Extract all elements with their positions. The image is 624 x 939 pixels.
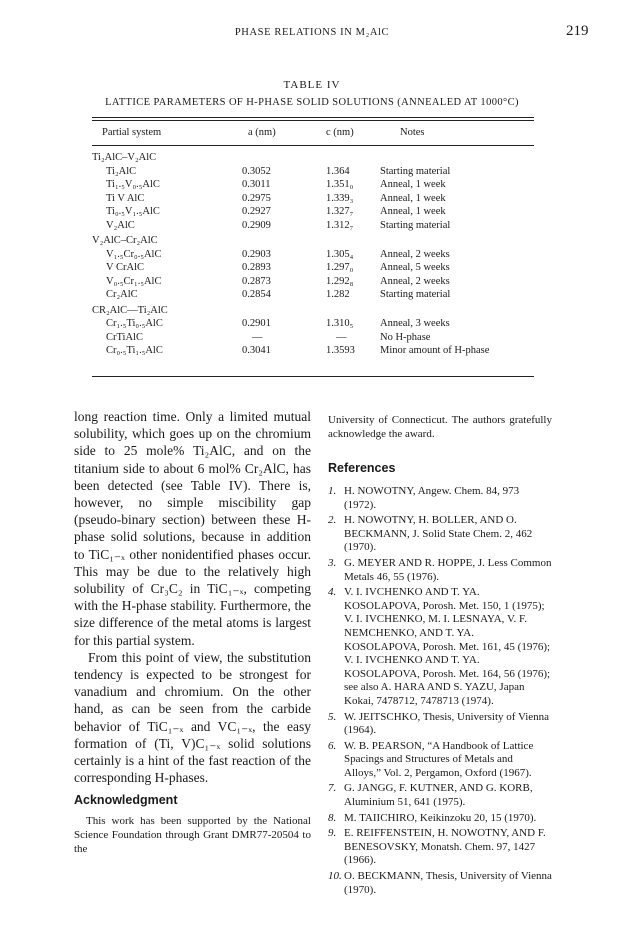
acknowledgment-continued: University of Connecticut. The authors gratefully acknowledge the award. <box>328 414 552 440</box>
table-cell-c: 1.3593 <box>326 345 355 356</box>
table-top-rule-double <box>92 120 534 121</box>
table-cell-c: 1.364 <box>326 165 350 177</box>
table-group-heading: Ti₂AlC–V₂AlC <box>92 152 157 163</box>
reference-text: O. BECKMANN, Thesis, University of Vienna (1970). <box>344 870 552 896</box>
reference-number: 9. <box>328 827 337 840</box>
table-cell-c: 1.297₀ <box>326 262 354 273</box>
acknowledgment-heading: Acknowledgment <box>74 793 178 807</box>
table-cell-a: 0.2854 <box>242 289 271 300</box>
reference-number: 1. <box>328 485 337 497</box>
reference-number: 6. <box>328 739 337 752</box>
table-cell-a: 0.2909 <box>242 219 271 231</box>
table-top-rule <box>92 117 534 118</box>
reference-number: 3. <box>328 556 337 569</box>
reference-number: 4. <box>328 586 337 599</box>
table-cell-phase: Ti V AlC <box>106 192 145 204</box>
table-caption: LATTICE PARAMETERS OF H-PHASE SOLID SOLUTIONS (ANNEALED AT 1000°C) <box>105 97 519 108</box>
table-cell-c: 1.312₇ <box>326 219 354 231</box>
body-left-column <box>74 408 311 786</box>
reference-text: H. NOWOTNY, Angew. Chem. 84, 973 (1972). <box>344 485 520 511</box>
reference-text: V. I. IVCHENKO AND T. YA. KOSOLAPOVA, Porosh. Met. 150, 1 (1975); V. I. IVCHENKO, M. I. LESNAYA, V. F. NEMCHENKO, AND T. YA. KOSOLAPOVA, Porosh. Met. 161, 45 (1976); V. I. IVCHENKO AND T. YA. KOSOLAPOVA, Porosh. Met. 164, 56 (1976); see also A. HARA AND S. YAZU, Japan Kokai, 7478712, 7478713 (1974). <box>344 586 551 707</box>
table-cell-a: 0.3011 <box>242 179 271 190</box>
table-cell-c: 1.310₅ <box>326 318 354 329</box>
page-number: 219 <box>566 23 589 39</box>
table-cell-a: — <box>252 331 263 343</box>
table-cell-notes: Anneal, 1 week <box>380 192 446 204</box>
table-cell-notes: Minor amount of H-phase <box>380 345 490 356</box>
table-cell-notes: Anneal, 1 week <box>380 206 446 217</box>
table-cell-notes: Anneal, 2 weeks <box>380 275 450 287</box>
table-cell-a: 0.2893 <box>242 262 271 273</box>
reference-number: 8. <box>328 811 337 824</box>
reference-text: G. JANGG, F. KUTNER, AND G. KORB, Aluminium 51, 641 (1975). <box>344 782 533 809</box>
table-group-heading: V₂AlC–Cr₂AlC <box>92 235 158 246</box>
reference-text: G. MEYER AND R. HOPPE, J. Less Common Metals 46, 55 (1976). <box>344 556 552 583</box>
table-cell-notes: No H-phase <box>380 331 431 343</box>
column-header-notes: Notes <box>400 127 425 138</box>
reference-item <box>328 827 552 868</box>
table-bottom-rule <box>92 376 534 377</box>
reference-item <box>328 782 552 809</box>
table-header-rule <box>92 145 534 146</box>
table-cell-phase: Ti₁.₅V₀.₅AlC <box>106 179 160 190</box>
table-label: TABLE IV <box>283 79 341 91</box>
reference-item <box>328 812 552 826</box>
table-cell-notes: Anneal, 5 weeks <box>380 262 450 273</box>
column-header-a: a (nm) <box>248 127 276 138</box>
table-cell-phase: V CrAlC <box>106 262 145 273</box>
table-cell-phase: Ti₀.₅V₁.₅AlC <box>106 206 160 217</box>
table-cell-notes: Starting material <box>380 219 451 231</box>
reference-item <box>328 740 552 781</box>
table-group-heading: CR₂AlC—Ti₂AlC <box>92 304 168 316</box>
reference-item <box>328 514 552 555</box>
column-header-c: c (nm) <box>326 127 354 138</box>
body-paragraph-2: From this point of view, the substitution tendency is expected to be strongest for vanadium and chromium. On the other hand, as can be seen from the carbide behavior of TiC₁₋ₓ and VC₁₋ₓ, the easy formation of (Ti, V)C₁₋ₓ solid solutions certainly is a hint of the fast reaction of the corresponding H-phases. <box>74 649 311 786</box>
table-cell-phase: CrTiAlC <box>106 331 143 343</box>
reference-text: W. B. PEARSON, “A Handbook of Lattice Spacings and Structures of Metals and Alloys,” Vol. 2, Pergamon, Oxford (1967). <box>344 739 534 779</box>
table-cell-notes: Anneal, 2 weeks <box>380 248 450 260</box>
table-cell-notes: Starting material <box>380 289 451 300</box>
reference-text: H. NOWOTNY, H. BOLLER, AND O. BECKMANN, J. Solid State Chem. 2, 462 (1970). <box>344 514 533 554</box>
reference-text: W. JEITSCHKO, Thesis, University of Vienna (1964). <box>344 710 550 737</box>
table-cell-notes: Anneal, 1 week <box>380 179 446 190</box>
table-cell-c: 1.305₄ <box>326 248 354 260</box>
references-list <box>328 485 552 899</box>
reference-item <box>328 870 552 897</box>
table-cell-a: 0.3052 <box>242 165 271 177</box>
reference-item <box>328 711 552 738</box>
table-cell-notes: Starting material <box>380 165 451 177</box>
table-cell-phase: Cr₀.₅Ti₁.₅AlC <box>106 345 163 356</box>
table-cell-a: 0.2903 <box>242 248 271 260</box>
table-cell-c: 1.351₀ <box>326 179 354 190</box>
table-cell-phase: Cr₁.₅Ti₀.₅AlC <box>106 318 163 329</box>
table-cell-c: 1.327₇ <box>326 206 354 217</box>
body-paragraph-1: long reaction time. Only a limited mutual solubility, which goes up on the chromium side to 25 mole% Ti₂AlC, and on the titanium side to about 6 mol% Cr₂AlC, has been detected (see Table IV). There is, however, no simple miscibility gap (pseudo-binary section) between these H-phase solid solutions, because in addition to TiC₁₋ₓ other nonidentified phases occur. This may be due to the relatively high solubility of Cr₃C₂ in TiC₁₋ₓ, competing with the H-phase stability. Furthermore, the size difference of the metal atoms is largest for this partial system. <box>74 409 311 648</box>
table-cell-c: 1.339₃ <box>326 192 354 204</box>
reference-number: 2. <box>328 514 337 527</box>
table-cell-phase: V₁.₅Cr₀.₅AlC <box>106 248 162 260</box>
table-cell-c: — <box>336 331 347 343</box>
table-cell-a: 0.2927 <box>242 206 271 217</box>
running-title: PHASE RELATIONS IN M₂AlC <box>234 27 390 38</box>
table-cell-phase: V₂AlC <box>106 219 135 231</box>
column-header-partial-system: Partial system <box>102 127 162 138</box>
table-cell-a: 0.2901 <box>242 318 271 329</box>
reference-number: 10. <box>328 870 342 883</box>
table-cell-c: 1.292₈ <box>326 275 354 287</box>
references-heading: References <box>328 461 396 475</box>
reference-item <box>328 485 552 512</box>
table-cell-notes: Anneal, 3 weeks <box>380 318 450 329</box>
reference-item <box>328 586 552 708</box>
table-cell-phase: Ti₂AlC <box>106 165 137 177</box>
table-cell-phase: V₀.₅Cr₁.₅AlC <box>106 275 162 287</box>
reference-number: 7. <box>328 782 337 795</box>
acknowledgment-text: This work has been supported by the National Science Foundation through Grant DMR77-20504 to the <box>74 815 311 855</box>
table-cell-a: 0.2975 <box>242 192 271 204</box>
table-cell-a: 0.3041 <box>242 345 271 356</box>
table-cell-c: 1.282 <box>326 289 350 300</box>
table-cell-a: 0.2873 <box>242 275 271 287</box>
reference-item <box>328 557 552 584</box>
reference-text: M. TAIICHIRO, Keikinzoku 20, 15 (1970). <box>344 811 537 824</box>
reference-number: 5. <box>328 710 337 723</box>
reference-text: E. REIFFENSTEIN, H. NOWOTNY, AND F. BENESOVSKY, Monatsh. Chem. 97, 1427 (1966). <box>344 827 546 867</box>
table-cell-phase: Cr₂AlC <box>106 289 138 300</box>
